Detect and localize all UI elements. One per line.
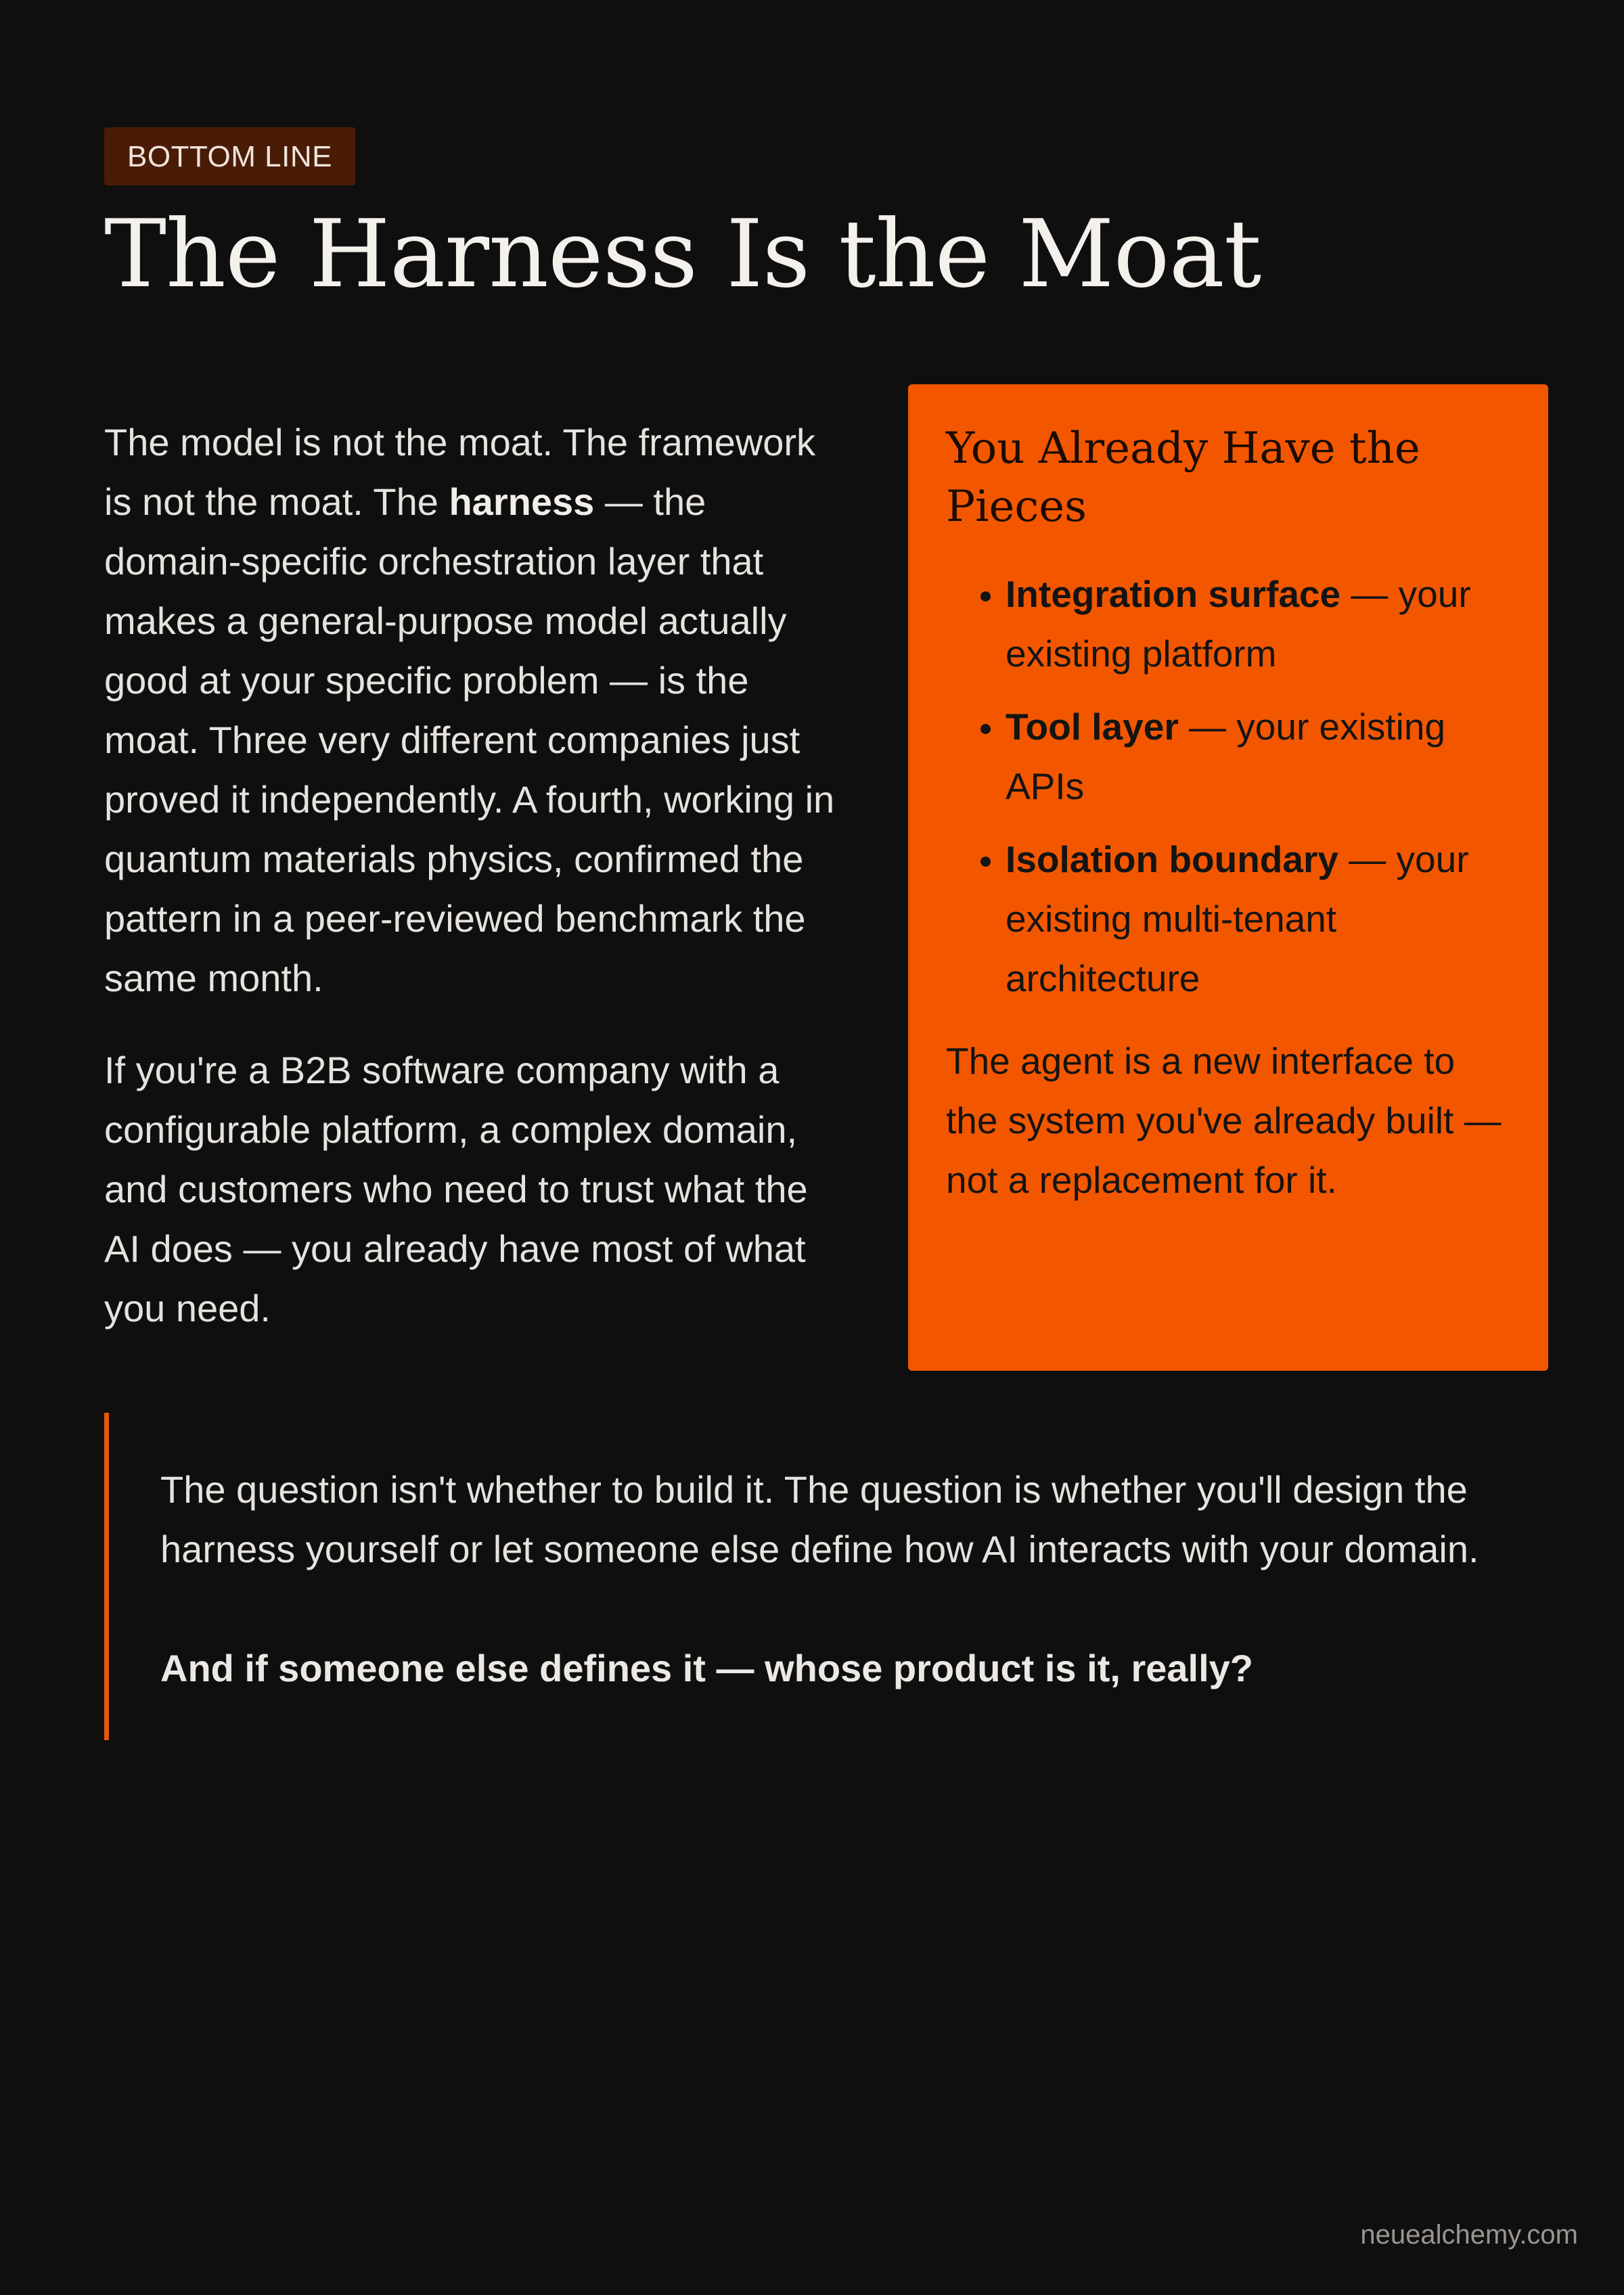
card-title: You Already Have the Pieces: [946, 423, 1420, 532]
intro-text-end: — the domain-specific orchestration layer that makes a general-purpose model actually good at your specific problem — is the moat. Three very different companies just proved it independently. A fourth, working in quantum materials physics, confirmed the pattern in a peer-reviewed benchmark the same month.: [104, 480, 835, 999]
card-closing-text: The agent is a new interface to the system you've already built — not a replacement for it.: [946, 1039, 1502, 1201]
list-item: [1006, 830, 1512, 1008]
intro-emphasis: harness: [449, 480, 595, 523]
footer-site-link[interactable]: neuealchemy.com: [1360, 2220, 1578, 2250]
list-item-label: Tool layer: [1006, 705, 1179, 748]
list-item: [1006, 697, 1512, 816]
list-item-text: — your existing platform: [1006, 572, 1471, 675]
pieces-list: [946, 564, 1512, 1008]
section-tag: BOTTOM LINE: [104, 127, 355, 185]
main-column: [104, 384, 849, 1371]
quote-question: The question isn't whether to build it. The question is whether you'll design the harness yourself or let someone else define how AI interacts with your domain.: [160, 1468, 1479, 1570]
list-item-label: Integration surface: [1006, 572, 1341, 615]
list-item-text: — your existing multi-tenant architecture: [1006, 838, 1469, 999]
list-item-label: Isolation boundary: [1006, 838, 1338, 880]
page-title: The Harness Is the Moat: [104, 200, 1261, 309]
closing-blockquote: [104, 1413, 1548, 1740]
page-content: [104, 127, 1548, 1740]
intro-text-start: The model is not the moat. The framework is not the moat. The: [104, 420, 815, 523]
intro-paragraph: [104, 413, 849, 1008]
b2b-paragraph: If you're a B2B software company with a configurable platform, a complex domain, and customers who need to trust what the AI does — you already have most of what you need.: [104, 1048, 808, 1330]
content-row: [104, 384, 1548, 1371]
quote-punchline: And if someone else defines it — whose product is it, really?: [160, 1646, 1254, 1689]
list-item: [1006, 564, 1512, 683]
list-item-text: — your existing APIs: [1006, 705, 1446, 807]
pieces-callout-card: [908, 384, 1548, 1371]
